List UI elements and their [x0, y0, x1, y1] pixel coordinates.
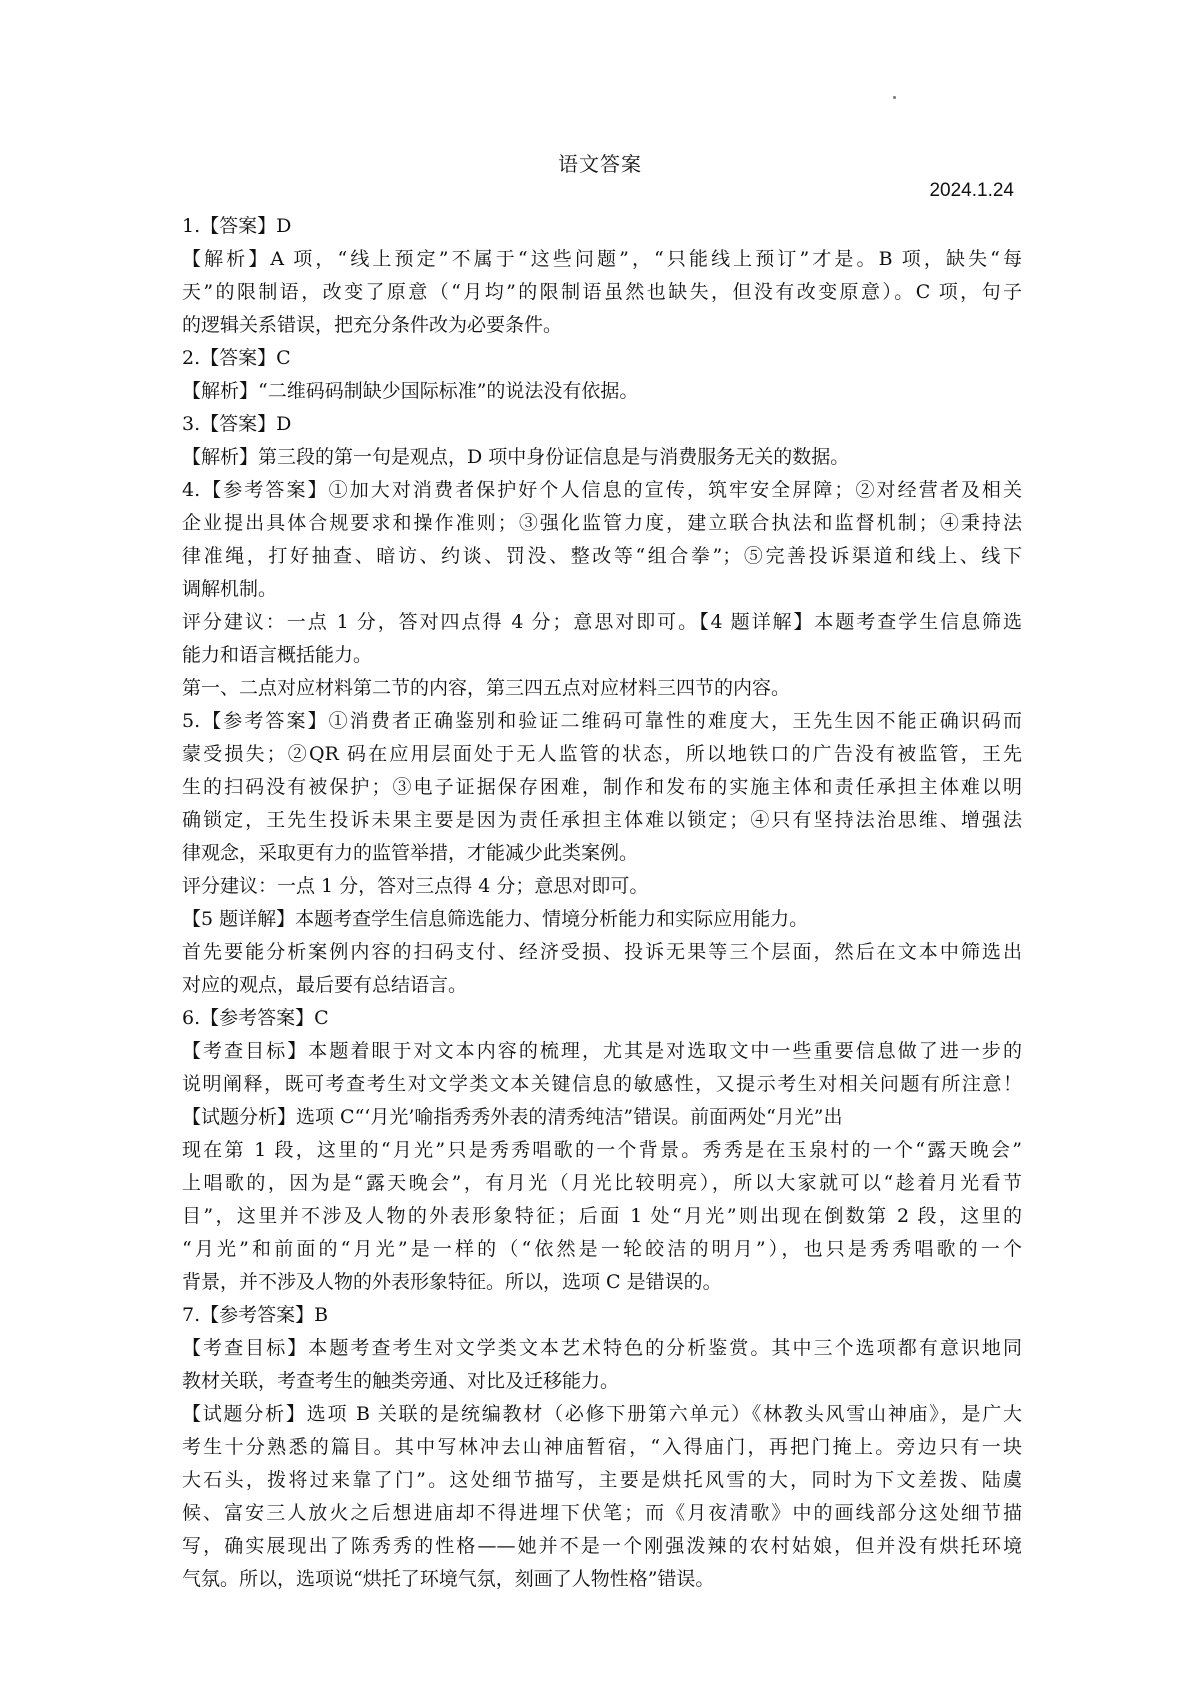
text-line: 能力和语言概括能力。: [182, 644, 373, 666]
text-line: 2.【答案】C: [182, 347, 291, 369]
text-line: 确锁定，王先生投诉未果主要是因为责任承担主体难以锁定；④只有坚持法治思维、增强法: [182, 809, 1022, 831]
scan-dot: [893, 96, 896, 99]
text-line: 【考查目标】本题着眼于对文本内容的梳理，尤其是对选取文中一些重要信息做了进一步的: [182, 1040, 1022, 1062]
page-date: 2024.1.24: [929, 180, 1014, 201]
text-line: 目”，这里并不涉及人物的外表形象特征；后面 1 处“月光”则出现在倒数第 2 段，这里的: [182, 1205, 1022, 1227]
text-line: 蒙受损失；②QR 码在应用层面处于无人监管的状态，所以地铁口的广告没有被监管，王先: [182, 743, 1022, 765]
answer-body: [182, 210, 1022, 1596]
text-line: 写，确实展现出了陈秀秀的性格——她并不是一个刚强泼辣的农村姑娘，但并没有烘托环境: [182, 1535, 1022, 1557]
text-line: 大石头，拨将过来靠了门”。这处细节描写，主要是烘托风雪的大，同时为下文差拨、陆虞: [182, 1469, 1022, 1491]
text-line: 【解析】“二维码码制缺少国际标准”的说法没有依据。: [182, 380, 639, 402]
text-line: 教材关联，考查考生的触类旁通、对比及迁移能力。: [182, 1370, 620, 1392]
text-line: 说明阐释，既可考查考生对文学类文本关键信息的敏感性，又提示考生对相关问题有所注意！: [182, 1073, 1022, 1095]
text-line: 调解机制。: [182, 578, 278, 600]
text-line: 【解析】第三段的第一句是观点，D 项中身份证信息是与消费服务无关的数据。: [182, 446, 850, 468]
text-line: 候、富安三人放火之后想进庙却不得进埋下伏笔；而《月夜清歌》中的画线部分这处细节描: [182, 1502, 1022, 1524]
text-line: 第一、二点对应材料第二节的内容，第三四五点对应材料三四节的内容。: [182, 677, 791, 699]
text-line: 【解析】A 项，“线上预定”不属于“这些问题”，“只能线上预订”才是。B 项，缺失“每: [182, 248, 1022, 270]
text-line: 上唱歌的，因为是“露天晚会”，有月光（月光比较明亮），所以大家就可以“趁着月光看节: [182, 1172, 1022, 1194]
text-line: “月光”和前面的“月光”是一样的（“依然是一轮皎洁的明月”），也只是秀秀唱歌的一个: [182, 1238, 1022, 1260]
text-line: 【考查目标】本题考查考生对文学类文本艺术特色的分析鉴赏。其中三个选项都有意识地同: [182, 1337, 1022, 1359]
text-line: 背景，并不涉及人物的外表形象特征。所以，选项 C 是错误的。: [182, 1271, 722, 1293]
text-line: 现在第 1 段，这里的“月光”只是秀秀唱歌的一个背景。秀秀是在玉泉村的一个“露天晚会”: [182, 1139, 1022, 1161]
text-line: 气氛。所以，选项说“烘托了环境气氛，刻画了人物性格”错误。: [182, 1568, 715, 1590]
text-line: 1.【答案】D: [182, 215, 292, 237]
text-line: 3.【答案】D: [182, 413, 292, 435]
text-line: 天”的限制语，改变了原意（“月均”的限制语虽然也缺失，但没有改变原意）。C 项，句子: [182, 281, 1022, 303]
text-line: 律准绳，打好抽查、暗访、约谈、罚没、整改等“组合拳”；⑤完善投诉渠道和线上、线下: [182, 545, 1022, 567]
text-line: 评分建议：一点 1 分，答对三点得 4 分；意思对即可。: [182, 875, 649, 897]
text-line: 4.【参考答案】①加大对消费者保护好个人信息的宣传，筑牢安全屏障；②对经营者及相关: [182, 479, 1022, 501]
text-line: 律观念，采取更有力的监管举措，才能减少此类案例。: [182, 842, 639, 864]
text-line: 【试题分析】选项 B 关联的是统编教材（必修下册第六单元）《林教头风雪山神庙》，是广大: [182, 1403, 1022, 1425]
text-line: 5.【参考答案】①消费者正确鉴别和验证二维码可靠性的难度大，王先生因不能正确识码而: [182, 710, 1022, 732]
text-line: 对应的观点，最后要有总结语言。: [182, 974, 468, 996]
page-title: 语文答案: [558, 152, 642, 176]
text-line: 考生十分熟悉的篇目。其中写林冲去山神庙暂宿，“入得庙门，再把门掩上。旁边只有一块: [182, 1436, 1022, 1458]
text-line: 【试题分析】选项 C“‘月光’喻指秀秀外表的清秀纯洁”错误。前面两处“月光”出: [182, 1106, 843, 1128]
text-line: 【5 题详解】本题考查学生信息筛选能力、情境分析能力和实际应用能力。: [182, 908, 809, 930]
text-line: 的逻辑关系错误，把充分条件改为必要条件。: [182, 314, 563, 336]
text-line: 首先要能分析案例内容的扫码支付、经济受损、投诉无果等三个层面，然后在文本中筛选出: [182, 941, 1022, 963]
text-line: 评分建议：一点 1 分，答对四点得 4 分；意思对即可。【4 题详解】本题考查学生信息筛选: [182, 611, 1022, 633]
text-line: 生的扫码没有被保护；③电子证据保存困难，制作和发布的实施主体和责任承担主体难以明: [182, 776, 1022, 798]
text-line: 企业提出具体合规要求和操作准则；③强化监管力度，建立联合执法和监督机制；④秉持法: [182, 512, 1022, 534]
text-line: 7.【参考答案】B: [182, 1304, 329, 1326]
text-line: 6.【参考答案】C: [182, 1007, 329, 1029]
